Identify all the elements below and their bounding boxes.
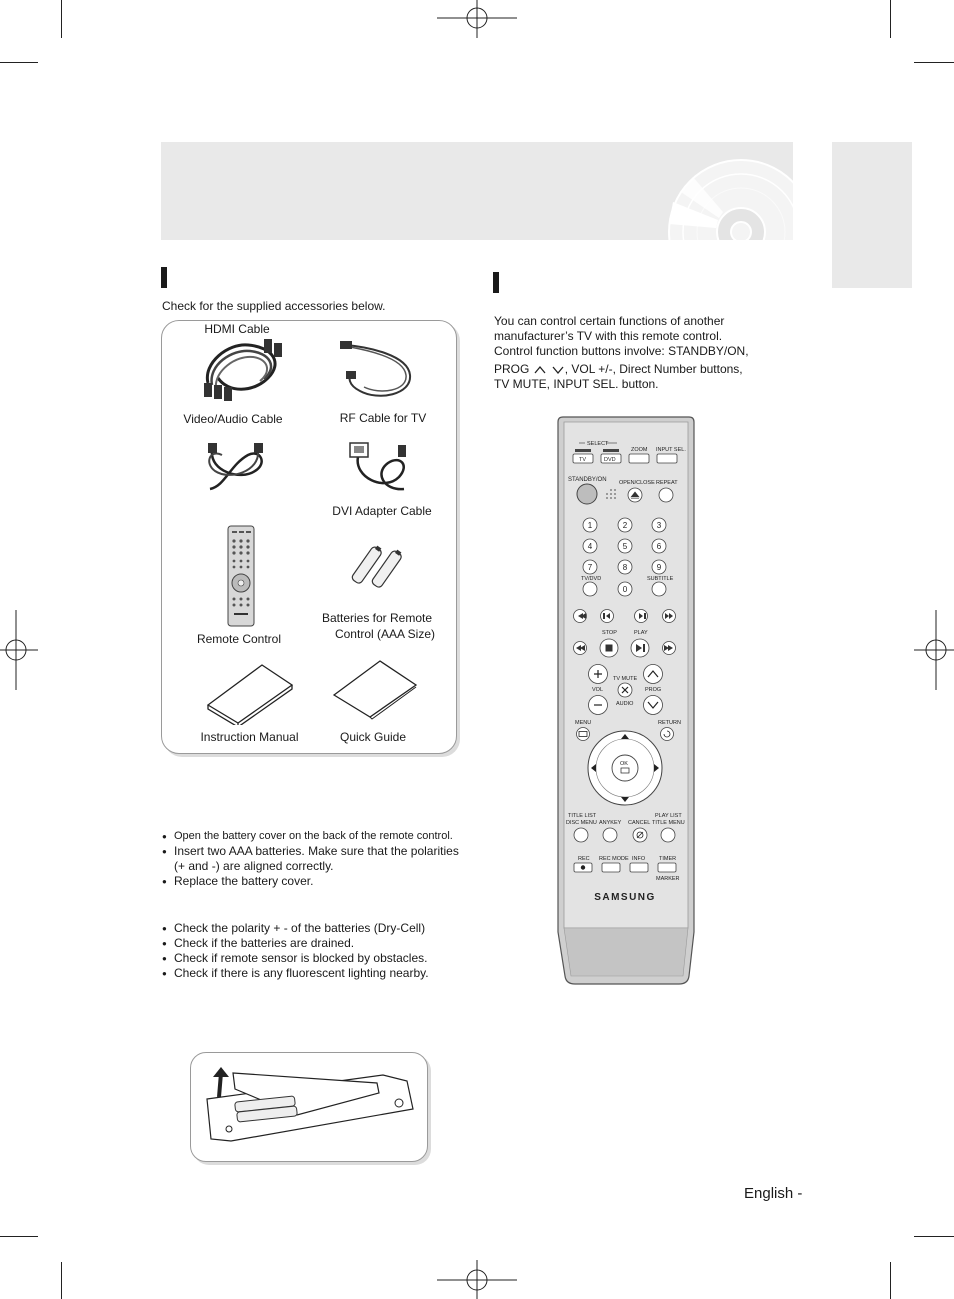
play-list-button bbox=[661, 828, 675, 842]
subtitle-label: SUBTITLE bbox=[647, 576, 674, 582]
return-label: RETURN bbox=[658, 720, 681, 726]
accessory-label-instruction-manual: Instruction Manual bbox=[200, 730, 299, 744]
brand-logo: SAMSUNG bbox=[594, 892, 656, 903]
marker-label: MARKER bbox=[656, 876, 680, 882]
quick-guide-icon bbox=[330, 657, 420, 721]
dvi-adapter-cable-icon bbox=[344, 437, 419, 497]
prog-label: PROG bbox=[494, 362, 530, 376]
rec-mode-button bbox=[602, 863, 620, 872]
play-list-label: PLAY LIST bbox=[655, 813, 682, 819]
svg-text:5: 5 bbox=[622, 542, 628, 551]
tv-dvd-label: TV/DVD bbox=[581, 576, 602, 582]
list-item: ● Replace the battery cover. bbox=[162, 874, 472, 889]
list-item: ● Check the polarity + - of the batteries (Dry-Cell) bbox=[162, 921, 472, 936]
svg-text:6: 6 bbox=[656, 542, 662, 551]
accessory-label-quick-guide: Quick Guide bbox=[339, 730, 407, 744]
accessory-label-hdmi-cable: HDMI Cable bbox=[204, 322, 270, 336]
menu-button bbox=[577, 728, 590, 741]
timer-button bbox=[658, 863, 676, 872]
remote-control-icon bbox=[226, 525, 256, 629]
zoom-button bbox=[629, 454, 649, 463]
prog-up-button bbox=[644, 665, 663, 684]
tv-control-line-5: TV MUTE, INPUT SEL. button. bbox=[494, 377, 659, 391]
svg-text:9: 9 bbox=[656, 563, 662, 572]
registration-mark-bottom bbox=[437, 1260, 517, 1299]
batteries-icon bbox=[346, 537, 411, 597]
section-marker-accessories bbox=[161, 267, 167, 288]
page-label: English - bbox=[744, 1185, 803, 1202]
play-label: PLAY bbox=[634, 630, 648, 636]
remote-control-illustration bbox=[555, 416, 700, 988]
list-item: ● Check if the batteries are drained. bbox=[162, 936, 472, 951]
tv-control-line-4 bbox=[494, 362, 764, 377]
accessory-label-video-audio-cable: Video/Audio Cable bbox=[183, 412, 283, 426]
title-menu-label: TITLE MENU bbox=[652, 820, 685, 826]
battery-install-steps bbox=[162, 829, 462, 844]
svg-text:3: 3 bbox=[656, 521, 662, 530]
disc-menu-label: DISC MENU bbox=[566, 820, 597, 826]
hdmi-cable-icon bbox=[200, 441, 270, 496]
list-item: (+ and -) are aligned correctly. bbox=[174, 859, 334, 873]
input-sel-button bbox=[657, 454, 677, 463]
zoom-label: ZOOM bbox=[631, 447, 648, 453]
prog-suffix: , VOL +/-, Direct Number buttons, bbox=[564, 362, 743, 376]
list-item: ● Check if there is any fluorescent lighting nearby. bbox=[162, 966, 472, 981]
svg-text:4: 4 bbox=[587, 542, 593, 551]
accessory-label-batteries-line2: Control (AAA Size) bbox=[334, 627, 436, 641]
svg-text:0: 0 bbox=[622, 585, 628, 594]
repeat-button bbox=[659, 488, 673, 502]
ok-label: OK bbox=[620, 761, 628, 767]
rec-mode-label: REC MODE bbox=[599, 856, 629, 862]
prog-down-button bbox=[644, 696, 663, 715]
dvd-select-label: DVD bbox=[604, 457, 616, 463]
accessory-label-rf-cable: RF Cable for TV bbox=[339, 411, 427, 425]
prog-up-down-icon bbox=[533, 365, 565, 375]
tv-mute-label: TV MUTE bbox=[613, 676, 638, 682]
svg-text:8: 8 bbox=[622, 563, 628, 572]
select-label: SELECT bbox=[587, 441, 609, 447]
vol-label: VOL bbox=[592, 687, 604, 693]
input-sel-label: INPUT SEL. bbox=[656, 447, 686, 453]
header-band bbox=[161, 142, 793, 240]
registration-mark-left bbox=[0, 610, 40, 690]
rf-cable-icon bbox=[338, 335, 418, 405]
accessory-label-remote-control: Remote Control bbox=[196, 632, 282, 646]
chapter-tab bbox=[832, 142, 912, 288]
instruction-manual-icon bbox=[202, 661, 297, 725]
tv-select-label: TV bbox=[579, 457, 587, 463]
list-item: ● Check if remote sensor is blocked by obstacles. bbox=[162, 951, 472, 966]
list-item: ● Insert two AAA batteries. Make sure that the polarities bbox=[162, 844, 472, 859]
info-button bbox=[630, 863, 648, 872]
repeat-label: REPEAT bbox=[656, 480, 678, 486]
troubleshoot-list bbox=[162, 921, 472, 981]
prog-label-remote: PROG bbox=[645, 687, 662, 693]
tv-control-line-2: manufacturer’s TV with this remote control. bbox=[494, 329, 723, 343]
accessories-intro: Check for the supplied accessories below. bbox=[162, 299, 386, 313]
tv-control-line-3: Control function buttons involve: STANDBY/ON, bbox=[494, 344, 749, 358]
tv-control-description bbox=[494, 314, 764, 392]
accessories-panel bbox=[161, 320, 457, 754]
audio-label: AUDIO bbox=[616, 701, 634, 707]
svg-text:7: 7 bbox=[587, 563, 593, 572]
cancel-label: CANCEL bbox=[628, 820, 651, 826]
disc-icon bbox=[161, 142, 793, 240]
battery-install-steps-cont bbox=[162, 844, 472, 889]
video-audio-cable-icon bbox=[198, 333, 288, 403]
stop-label: STOP bbox=[602, 630, 617, 636]
return-button bbox=[661, 728, 674, 741]
tv-control-line-1: You can control certain functions of another bbox=[494, 314, 725, 328]
standby-button bbox=[577, 484, 597, 504]
anykey-button bbox=[603, 828, 617, 842]
registration-mark-right bbox=[914, 610, 954, 690]
battery-cover-illustration bbox=[190, 1052, 428, 1162]
title-list-button bbox=[574, 828, 588, 842]
rec-label: REC bbox=[578, 856, 590, 862]
timer-label: TIMER bbox=[659, 856, 677, 862]
list-item: ● Open the battery cover on the back of the remote control. bbox=[162, 829, 462, 844]
registration-mark-top bbox=[437, 0, 517, 40]
info-label: INFO bbox=[632, 856, 646, 862]
anykey-label: ANYKEY bbox=[599, 820, 622, 826]
accessory-label-dvi-adapter-cable: DVI Adapter Cable bbox=[332, 504, 432, 518]
open-close-label: OPEN/CLOSE bbox=[619, 480, 655, 486]
menu-label: MENU bbox=[575, 720, 592, 726]
section-marker-tv-control bbox=[493, 272, 499, 293]
battery-compartment-icon bbox=[191, 1053, 427, 1161]
svg-text:2: 2 bbox=[622, 521, 628, 530]
accessory-label-batteries-line1: Batteries for Remote bbox=[321, 611, 433, 625]
title-list-label: TITLE LIST bbox=[568, 813, 597, 819]
standby-label: STANDBY/ON bbox=[568, 477, 607, 483]
svg-text:1: 1 bbox=[587, 521, 593, 530]
